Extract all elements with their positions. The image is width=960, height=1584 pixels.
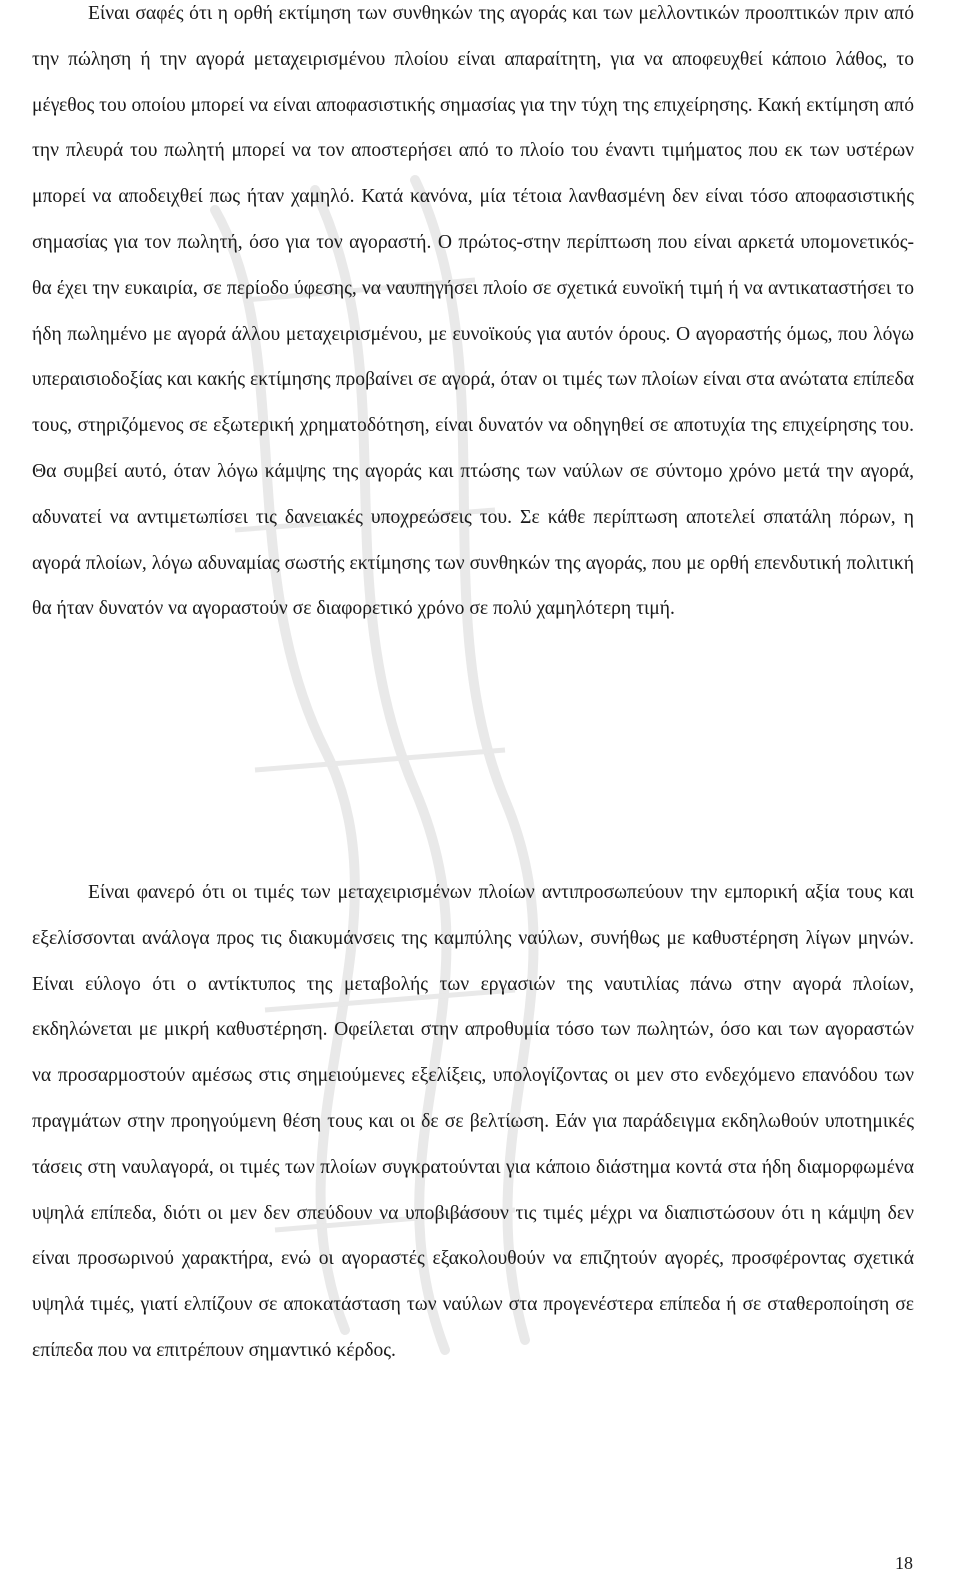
paragraph-2: Είναι φανερό ότι οι τιμές των μεταχειρισμένων πλοίων αντιπροσωπεύουν την εμπορική αξία τους και εξελίσσονται ανάλογα προς τις διακυμάνσεις της καμπύλης ναύλων, συνήθως με καθυστέρηση λίγων μηνών. Είναι εύλογο ότι ο αντίκτυπος της μεταβολής των εργασιών της ναυτιλίας πάνω στην αγορά πλοίων, εκδηλώνεται με μικρή καθυστέρηση. Οφείλεται στην απροθυμία τόσο των πωλητών, όσο και των αγοραστών να προσαρμοστούν αμέσως στις σημειούμενες εξελίξεις, υπολογίζοντας οι μεν στο ενδεχόμενο επανόδου των πραγμάτων στην προηγούμενη θέση τους και οι δε σε βελτίωση. Εάν για παράδειγμα εκδηλωθούν υποτημικές τάσεις στη ναυλαγορά, οι τιμές των πλοίων συγκρατούνται για κάποιο διάστημα κοντά στα ήδη διαμορφωμένα υψηλά επίπεδα, διότι οι μεν δεν σπεύδουν να υποβιβάσουν τις τιμές μέχρι να διαπιστώσουν ότι η κάμψη δεν είναι προσωρινού χαρακτήρα, ενώ οι αγοραστές εξακολουθούν να επιζητούν αγορές, προσφέροντας σχετικά υψηλά τιμές, γιατί ελπίζουν σε αποκατάσταση των ναύλων στα προγενέστερα επίπεδα ή σε σταθεροποίηση σε επίπεδα που να επιτρέπουν σημαντικό κέρδος. xyxy=(32,882,914,1361)
paragraph-1: Είναι σαφές ότι η ορθή εκτίμηση των συνθηκών της αγοράς και των μελλοντικών προοπτικών πριν από την πώληση ή την αγορά μεταχειρισμένου πλοίου είναι απαραίτητη, για να αποφευχθεί κάποιο λάθος, το μέγεθος του οποίου μπορεί να είναι αποφασιστικής σημασίας για την τύχη της επιχείρησης. Κακή εκτίμηση από την πλευρά του πωλητή μπορεί να τον αποστερήσει από το πλοίο του έναντι τιμήματος που εκ των υστέρων μπορεί να αποδειχθεί πως ήταν χαμηλό. Κατά κανόνα, μία τέτοια λανθασμένη δεν είναι τόσο αποφασιστικής σημασίας για τον πωλητή, όσο για τον αγοραστή. Ο πρώτος-στην περίπτωση που είναι αρκετά υπομονετικός- θα έχει την ευκαιρία, σε περίοδο ύφεσης, να ναυπηγήσει πλοίο σε σχετικά ευνοϊκή τιμή ή να αντικαταστήσει το ήδη πωλημένο με αγορά άλλου μεταχειρισμένου, με ευνοϊκούς για αυτόν όρους. Ο αγοραστής όμως, που λόγω υπεραισιοδοξίας και κακής εκτίμησης προβαίνει σε αγορά, όταν οι τιμές των πλοίων είναι στα ανώτατα επίπεδα τους, στηριζόμενος σε εξωτερική χρηματοδότηση, είναι δυνατόν να οδηγηθεί σε αποτυχία της επιχείρησης του. Θα συμβεί αυτό, όταν λόγω κάμψης της αγοράς και πτώσης των ναύλων σε σύντομο χρόνο μετά την αγορά, αδυνατεί να αντιμετωπίσει τις δανειακές υποχρεώσεις του. Σε κάθε περίπτωση αποτελεί σπατάλη πόρων, η αγορά πλοίων, λόγω αδυναμίας σωστής εκτίμησης των συνθηκών της αγοράς, που με ορθή επενδυτική πολιτική θα ήταν δυνατόν να αγοραστούν σε διαφορετικό χρόνο σε πολύ χαμηλότερη τιμή. xyxy=(32,3,914,620)
page-number: 18 xyxy=(895,1553,913,1573)
